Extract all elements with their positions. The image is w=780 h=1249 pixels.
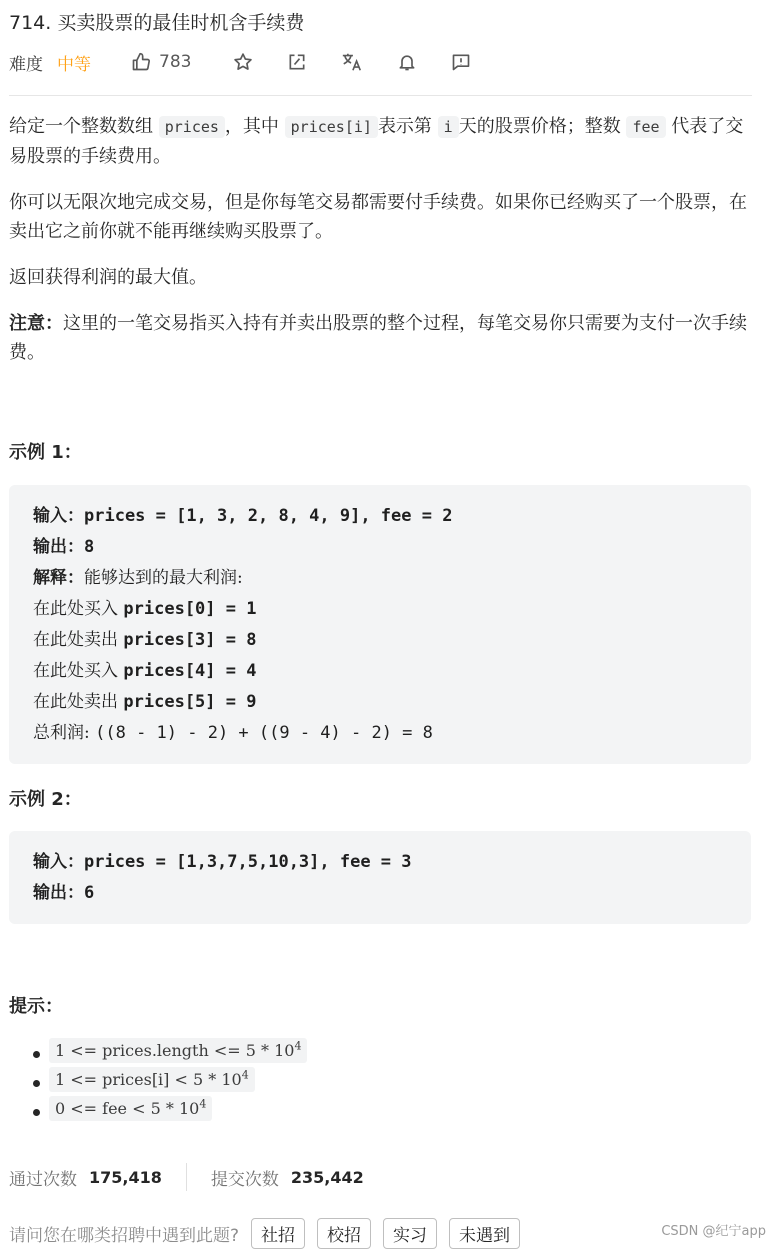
hint-exponent: 4 bbox=[199, 1098, 207, 1111]
description-paragraph bbox=[9, 112, 751, 171]
hint-item bbox=[49, 1069, 307, 1098]
inline-code: i bbox=[438, 116, 459, 138]
inline-code: prices bbox=[159, 116, 225, 138]
accepted-count: 175,418 bbox=[89, 1167, 162, 1187]
watermark: CSDN @纪宁app bbox=[661, 1224, 766, 1239]
output-label: 输出： bbox=[33, 537, 84, 557]
inline-code: prices[i] bbox=[285, 116, 378, 138]
text: 天的股票价格；整数 bbox=[458, 116, 621, 137]
difficulty-label: 难度 bbox=[9, 54, 43, 75]
explain-step bbox=[33, 594, 727, 625]
explain-total bbox=[33, 718, 727, 749]
note-paragraph bbox=[9, 309, 751, 367]
step-text: 在此处买入 bbox=[33, 661, 124, 681]
text: ，其中 bbox=[224, 116, 279, 137]
difficulty-badge: 中等 bbox=[57, 54, 91, 75]
hint-exponent: 4 bbox=[294, 1040, 302, 1053]
share-icon[interactable] bbox=[287, 52, 307, 72]
example-1-block bbox=[9, 485, 751, 764]
problem-description bbox=[9, 112, 751, 384]
star-icon[interactable] bbox=[233, 52, 253, 72]
hints-list bbox=[9, 1040, 307, 1127]
output-label: 输出： bbox=[33, 883, 84, 903]
step-code: prices[3] = 8 bbox=[123, 630, 257, 650]
translate-icon[interactable] bbox=[341, 51, 363, 73]
survey-option-social[interactable]: 社招 bbox=[251, 1218, 305, 1249]
step-text: 在此处买入 bbox=[33, 599, 124, 619]
explain-step bbox=[33, 625, 727, 656]
explain-step bbox=[33, 656, 727, 687]
description-paragraph: 你可以无限次地完成交易，但是你每笔交易都需要付手续费。如果你已经购买了一个股票，在卖出它之前你就不能再继续购买股票了。 bbox=[9, 192, 747, 242]
example-2-heading: 示例 2： bbox=[9, 789, 82, 810]
example-2-block bbox=[9, 831, 751, 924]
example-explain-line bbox=[33, 563, 727, 594]
input-label: 输入： bbox=[33, 506, 84, 526]
step-code: prices[0] = 1 bbox=[123, 599, 257, 619]
survey-option-intern[interactable]: 实习 bbox=[383, 1218, 437, 1249]
bell-icon[interactable] bbox=[397, 52, 417, 72]
step-text: 在此处卖出 bbox=[33, 630, 124, 650]
like-button[interactable] bbox=[131, 52, 191, 72]
hint-text: 0 <= fee < 5 * 10 bbox=[55, 1099, 200, 1119]
explain-step bbox=[33, 687, 727, 718]
description-paragraph: 返回获得利润的最大值。 bbox=[9, 267, 207, 288]
explain-label: 解释： bbox=[33, 568, 84, 588]
step-code: prices[5] = 9 bbox=[123, 692, 257, 712]
interview-survey bbox=[9, 1218, 532, 1249]
text: 代表了交易股票的手续费用。 bbox=[9, 116, 744, 167]
stats-divider bbox=[186, 1163, 187, 1191]
hint-item bbox=[49, 1098, 307, 1127]
example-input-line bbox=[33, 847, 727, 878]
hint-item bbox=[49, 1040, 307, 1069]
note-label: 注意： bbox=[9, 313, 63, 334]
output-value: 8 bbox=[84, 537, 95, 557]
feedback-icon[interactable] bbox=[451, 52, 471, 72]
input-value: prices = [1, 3, 2, 8, 4, 9], fee = 2 bbox=[84, 506, 453, 526]
survey-question: 请问您在哪类招聘中遇到此题? bbox=[9, 1226, 240, 1246]
example-1-heading: 示例 1： bbox=[9, 442, 82, 463]
inline-code: fee bbox=[626, 116, 665, 138]
submitted-count: 235,442 bbox=[290, 1167, 364, 1187]
note-text: 这里的一笔交易指买入持有并卖出股票的整个过程，每笔交易你只需要为支付一次手续费。 bbox=[9, 313, 747, 363]
text: 表示第 bbox=[377, 116, 432, 137]
total-label: 总利润: bbox=[33, 723, 96, 743]
text: 给定一个整数数组 bbox=[9, 116, 153, 137]
step-text: 在此处卖出 bbox=[33, 692, 124, 712]
input-value: prices = [1,3,7,5,10,3], fee = 3 bbox=[84, 852, 412, 872]
hints-heading: 提示： bbox=[9, 996, 63, 1017]
submission-stats bbox=[9, 1162, 364, 1192]
example-input-line bbox=[33, 501, 727, 532]
step-code: prices[4] = 4 bbox=[123, 661, 257, 681]
explain-text: 能够达到的最大利润: bbox=[84, 568, 243, 588]
hint-text: 1 <= prices.length <= 5 * 10 bbox=[55, 1041, 295, 1061]
accepted-label: 通过次数 bbox=[9, 1169, 77, 1190]
problem-meta-bar bbox=[9, 48, 471, 76]
hint-text: 1 <= prices[i] < 5 * 10 bbox=[55, 1070, 242, 1090]
problem-title: 714. 买卖股票的最佳时机含手续费 bbox=[9, 12, 305, 34]
like-count: 783 bbox=[159, 52, 192, 72]
thumbs-up-icon bbox=[131, 52, 151, 72]
total-expression: ((8 - 1) - 2) + ((9 - 4) - 2) = 8 bbox=[95, 723, 433, 743]
output-value: 6 bbox=[84, 883, 95, 903]
divider bbox=[9, 95, 752, 96]
survey-option-campus[interactable]: 校招 bbox=[317, 1218, 371, 1249]
submitted-label: 提交次数 bbox=[210, 1169, 279, 1190]
hint-exponent: 4 bbox=[241, 1069, 249, 1082]
example-output-line bbox=[33, 878, 727, 909]
example-output-line bbox=[33, 532, 727, 563]
survey-option-not-seen[interactable]: 未遇到 bbox=[449, 1218, 520, 1249]
input-label: 输入： bbox=[33, 852, 84, 872]
